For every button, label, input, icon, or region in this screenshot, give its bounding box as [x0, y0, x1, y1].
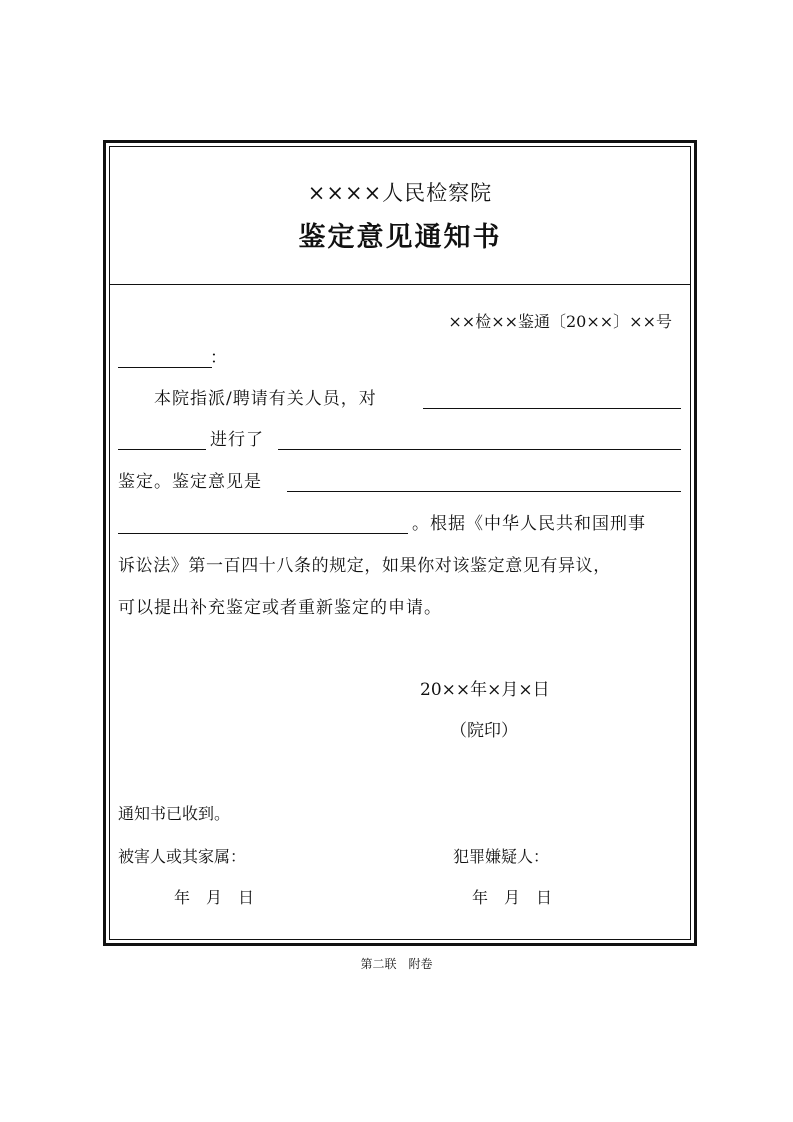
- receipt-acknowledgement: 通知书已收到。: [118, 804, 231, 823]
- object-blank-continued: [118, 449, 206, 450]
- issue-date: 20××年×月×日: [420, 680, 550, 700]
- victim-date: 年 月 日: [174, 888, 255, 907]
- copy-label: 第二联 附卷: [360, 957, 433, 971]
- recipient-blank: [118, 367, 212, 368]
- appraisal-type-blank: [278, 449, 681, 450]
- body-line-4: 。根据《中华人民共和国刑事: [412, 514, 646, 534]
- suspect-label: 犯罪嫌疑人：: [453, 847, 550, 866]
- body-line-2: 进行了: [210, 430, 264, 450]
- body-line-3: 鉴定。鉴定意见是: [118, 472, 262, 492]
- procuratorate-name: ××××人民检察院: [307, 181, 493, 205]
- body-line-5: 诉讼法》第一百四十八条的规定，如果你对该鉴定意见有异议，: [118, 556, 611, 576]
- document-inner-border: [109, 146, 691, 940]
- body-line-6: 可以提出补充鉴定或者重新鉴定的申请。: [118, 598, 442, 618]
- suspect-date: 年 月 日: [472, 888, 553, 907]
- document-number: ××检××鉴通〔20××〕××号: [448, 312, 672, 331]
- object-blank: [423, 408, 681, 409]
- document-frame: [103, 140, 697, 946]
- opinion-blank-continued: [118, 533, 408, 534]
- opinion-blank: [287, 491, 681, 492]
- document-title: 鉴定意见通知书: [298, 222, 502, 253]
- document-header: [110, 147, 690, 285]
- victim-label: 被害人或其家属：: [118, 847, 247, 866]
- seal-placeholder: （院印）: [450, 721, 518, 741]
- body-line-1: 本院指派/聘请有关人员，对: [154, 389, 377, 409]
- recipient-colon: ：: [210, 348, 227, 368]
